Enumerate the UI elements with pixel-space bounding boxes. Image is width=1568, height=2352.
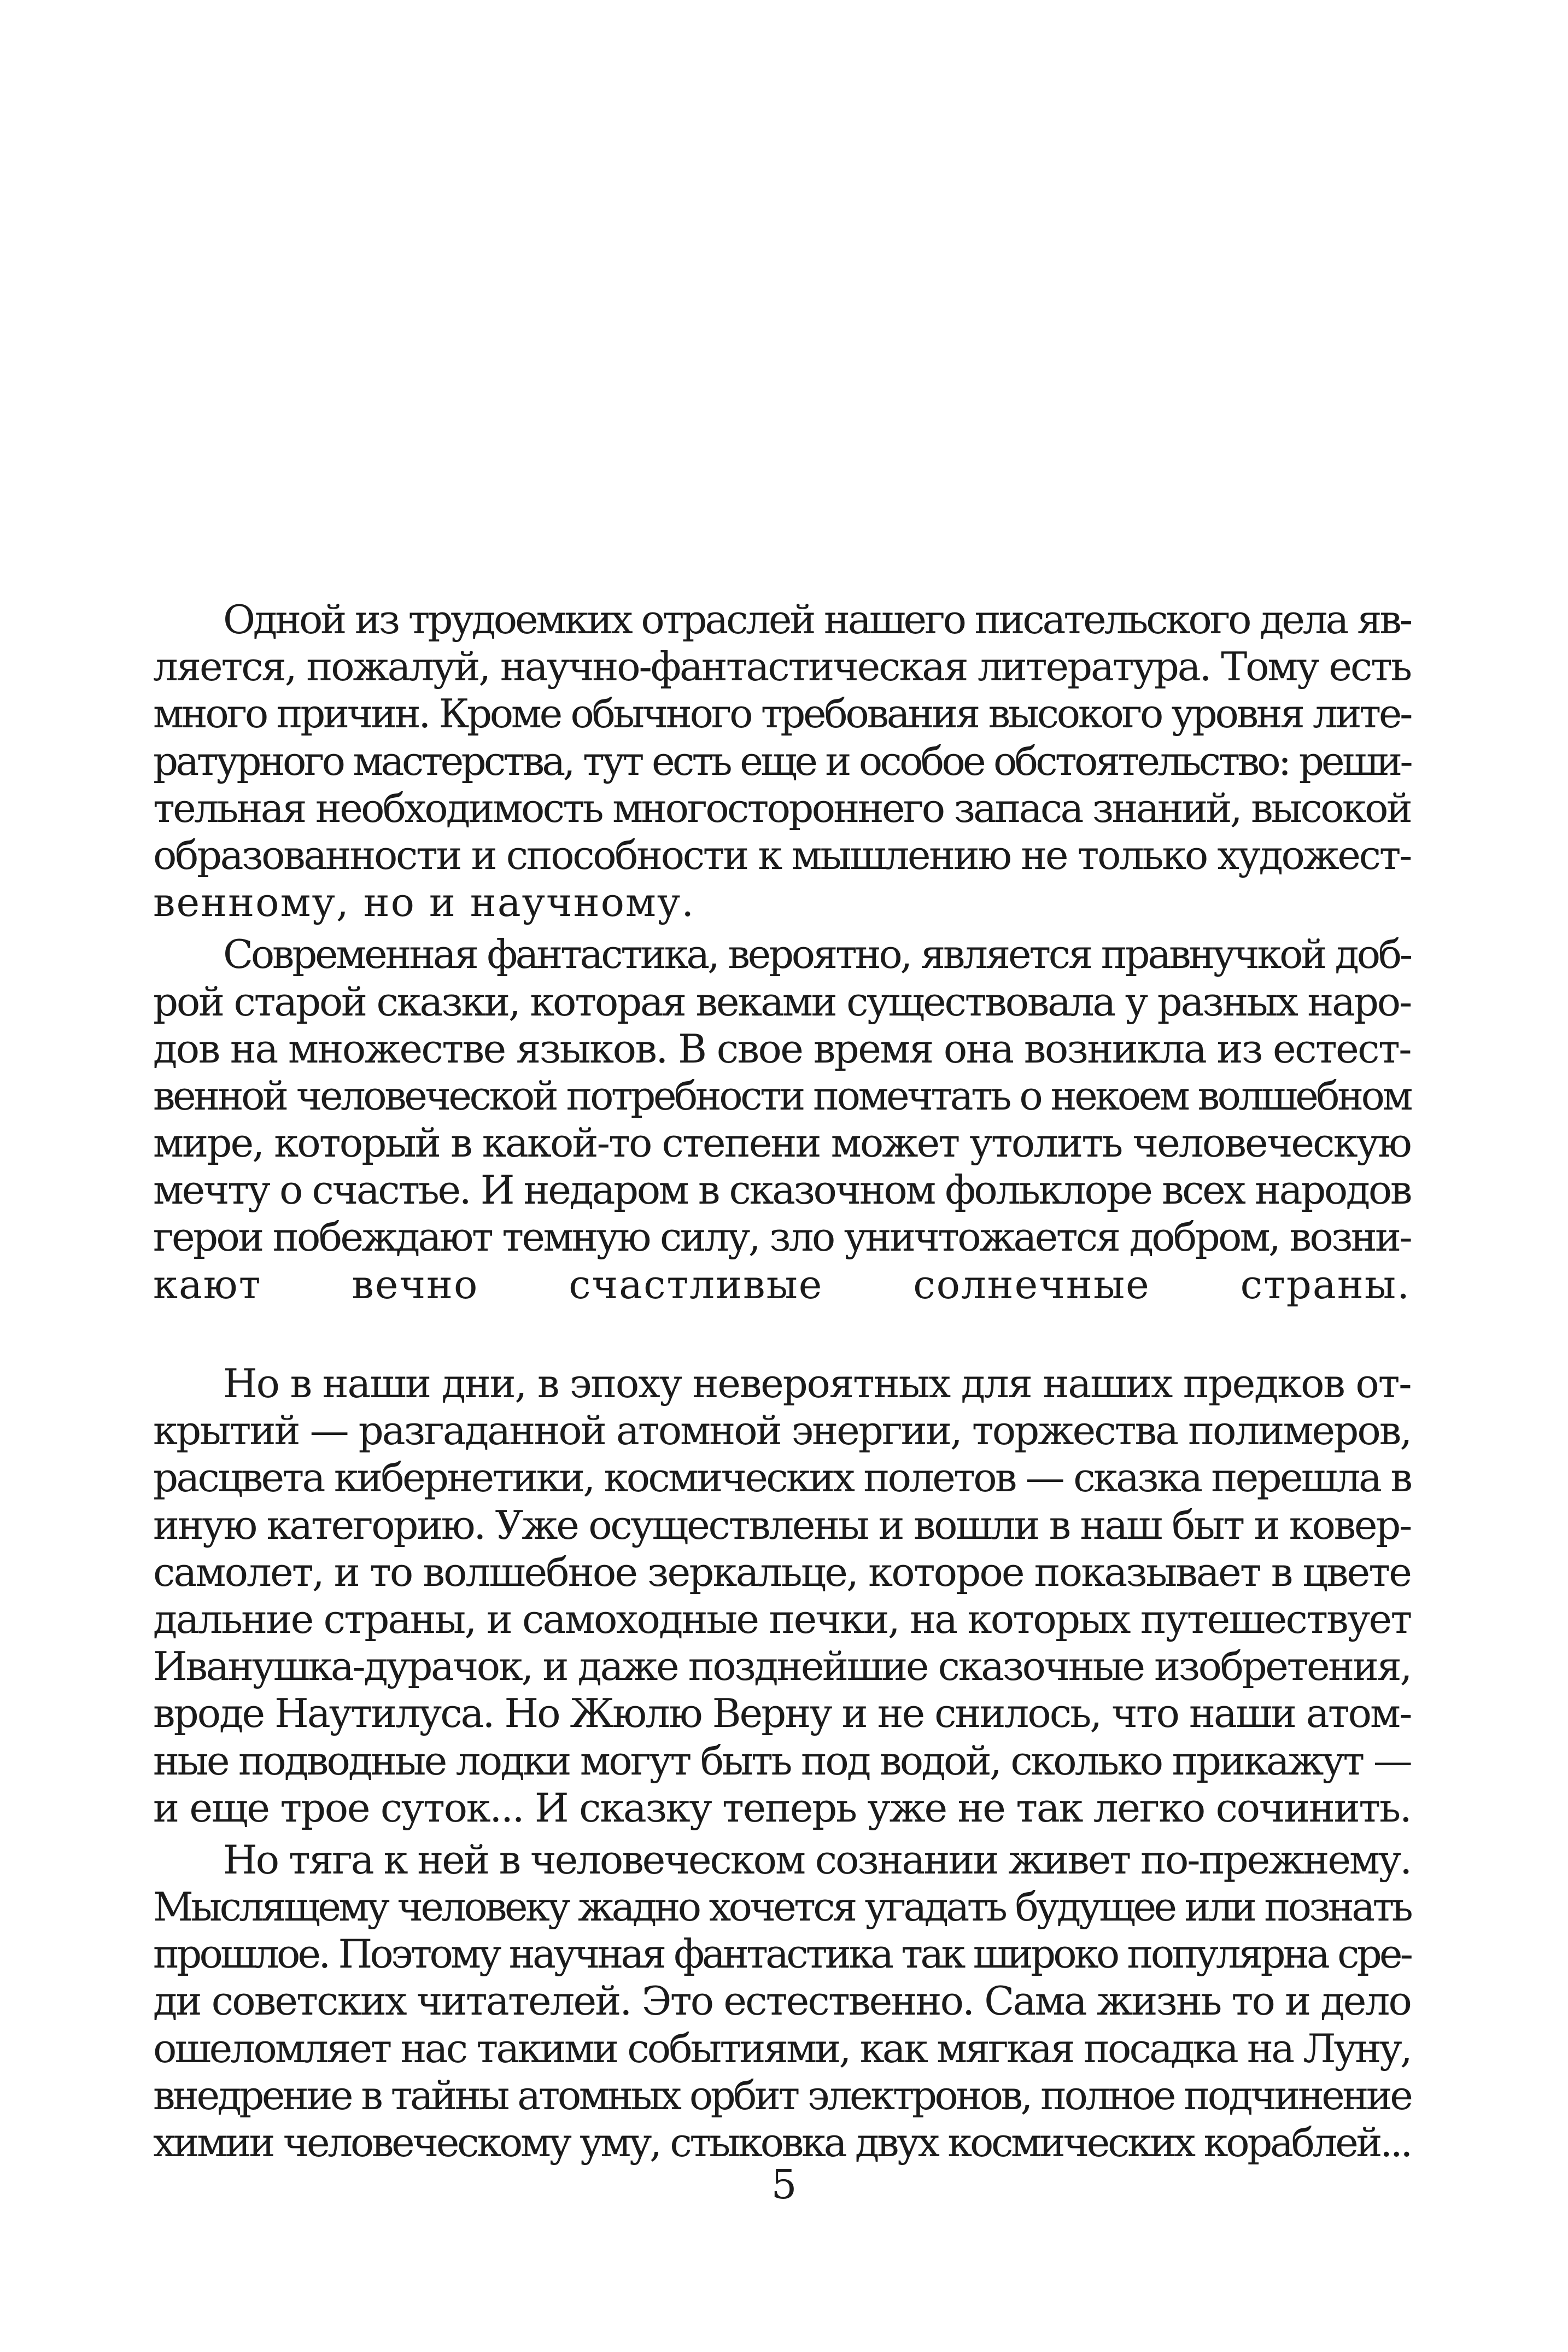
text-line: дальние страны, и самоходные печки, на которых путешествует (153, 1596, 1411, 1642)
text-line: венной человеческой потребности помечтать о некоем волшебном (153, 1072, 1411, 1119)
text-line: крытий — разгаданной атомной энергии, торжества полимеров, (153, 1408, 1411, 1454)
text-line: самолет, и то волшебное зеркальце, которое показывает в цвете (153, 1549, 1411, 1595)
text-line: Но тяга к ней в человеческом сознании живет по-прежнему. (223, 1836, 1411, 1883)
paragraph-4 (153, 1836, 1411, 2166)
text-line: рой старой сказки, которая веками существовала у разных наро- (153, 978, 1411, 1025)
text-line: расцвета кибернетики, космических полетов — сказка перешла в (153, 1455, 1411, 1501)
text-line: кают вечно счастливые солнечные страны. (153, 1261, 1411, 1308)
text-line: внедрение в тайны атомных орбит электронов, полное подчинение (153, 2072, 1411, 2118)
text-line: герои побеждают темную силу, зло уничтожается добром, возни- (153, 1214, 1411, 1260)
text-line: прошлое. Поэтому научная фантастика так широко популярна сре- (153, 1931, 1411, 1977)
text-line: Но в наши дни, в эпоху невероятных для наших предков от- (223, 1361, 1411, 1406)
text-line: химии человеческому уму, стыковка двух космических кораблей... (153, 2120, 1411, 2166)
text-line: Современная фантастика, вероятно, является правнучкой доб- (223, 931, 1411, 978)
text-line (153, 1308, 1411, 1355)
body-text (153, 596, 1411, 2171)
text-line: Мыслящему человеку жадно хочется угадать будущее или познать (153, 1884, 1411, 1930)
text-line: образованности и способности к мышлению не только художест- (153, 832, 1411, 878)
text-line: вроде Наутилуса. Но Жюлю Верну и не снилось, что наши атом- (153, 1690, 1411, 1737)
text-line: ди советских читателей. Это естественно. Сама жизнь то и дело (153, 1978, 1411, 2024)
text-line: венному, но и научному. (153, 879, 695, 926)
page-number: 5 (771, 2161, 797, 2208)
text-line: ляется, пожалуй, научно-фантастическая литература. Тому есть (153, 644, 1411, 690)
text-line: Иванушка-дурачок, и даже позднейшие сказочные изобретения, (153, 1643, 1411, 1690)
paragraph-2 (153, 931, 1411, 1355)
text-line: иную категорию. Уже осуществлены и вошли в наш быт и ковер- (153, 1502, 1411, 1548)
text-line: и еще трое суток... И сказку теперь уже не так легко сочинить. (153, 1784, 1411, 1831)
text-line: мире, который в какой-то степени может утолить человеческую (153, 1120, 1411, 1166)
text-line: Одной из трудоемких отраслей нашего писательского дела яв- (223, 597, 1411, 643)
text-line: ные подводные лодки могут быть под водой, сколько прикажут — (153, 1737, 1411, 1784)
paragraph-1 (153, 596, 1411, 926)
text-line: много причин. Кроме обычного требования высокого уровня лите- (153, 691, 1411, 737)
text-line: ратурного мастерства, тут есть еще и особое обстоятельство: реши- (153, 738, 1411, 784)
text-line: ошеломляет нас такими событиями, как мягкая посадка на Луну, (153, 2025, 1411, 2071)
paragraph-3 (153, 1360, 1411, 1831)
text-line: мечту о счастье. И недаром в сказочном фольклоре всех народов (153, 1167, 1411, 1213)
text-line: дов на множестве языков. В свое время она возникла из естест- (153, 1025, 1411, 1072)
text-line: тельная необходимость многостороннего запаса знаний, высокой (153, 785, 1411, 831)
